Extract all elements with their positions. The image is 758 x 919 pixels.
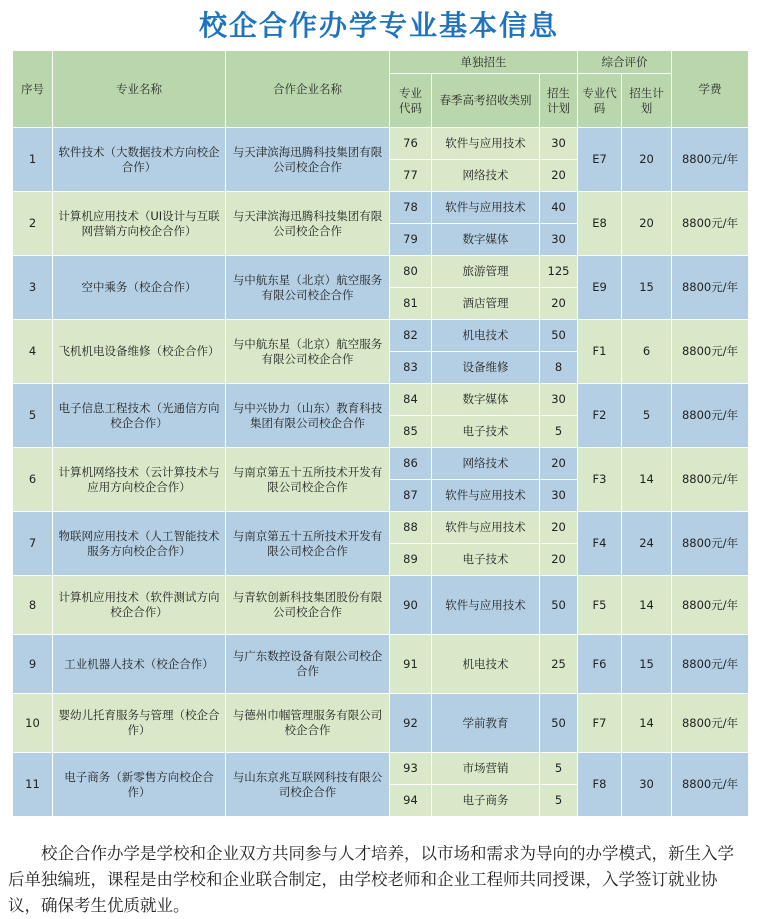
- table-row: [13, 753, 749, 785]
- row-category: 市场营销: [432, 753, 540, 785]
- table-row: [13, 576, 749, 635]
- row-company: 与山东京兆互联网科技有限公司校企合作: [226, 753, 390, 817]
- row-major: 婴幼儿托育服务与管理（校企合作）: [53, 694, 226, 753]
- row-code2: F6: [578, 635, 622, 694]
- row-seq: 5: [13, 384, 53, 448]
- majors-table: [12, 50, 749, 817]
- row-major: 物联网应用技术（人工智能技术服务方向校企合作）: [53, 512, 226, 576]
- row-plan: 50: [540, 576, 578, 635]
- row-category: 网络技术: [432, 448, 540, 480]
- row-plan2: 5: [622, 384, 672, 448]
- row-plan: 50: [540, 694, 578, 753]
- row-plan2: 30: [622, 753, 672, 817]
- row-category: 网络技术: [432, 160, 540, 192]
- row-category: 设备维修: [432, 352, 540, 384]
- row-plan: 50: [540, 320, 578, 352]
- row-category: 机电技术: [432, 635, 540, 694]
- row-code2: E8: [578, 192, 622, 256]
- row-plan: 5: [540, 785, 578, 817]
- row-code: 86: [390, 448, 432, 480]
- row-code: 91: [390, 635, 432, 694]
- row-plan: 125: [540, 256, 578, 288]
- row-tuition: 8800元/年: [672, 384, 749, 448]
- row-code: 80: [390, 256, 432, 288]
- row-company: 与中兴协力（山东）教育科技集团有限公司校企合作: [226, 384, 390, 448]
- row-code2: F2: [578, 384, 622, 448]
- row-company: 与德州巾帼管理服务有限公司校企合作: [226, 694, 390, 753]
- row-code: 90: [390, 576, 432, 635]
- row-seq: 9: [13, 635, 53, 694]
- row-tuition: 8800元/年: [672, 694, 749, 753]
- row-category: 软件与应用技术: [432, 512, 540, 544]
- row-category: 机电技术: [432, 320, 540, 352]
- header-plan2: 招生计划: [622, 74, 672, 128]
- row-code2: F4: [578, 512, 622, 576]
- row-major: 计算机网络技术（云计算技术与应用方向校企合作）: [53, 448, 226, 512]
- row-plan: 30: [540, 128, 578, 160]
- row-plan: 20: [540, 448, 578, 480]
- description-paragraph: 校企合作办学是学校和企业双方共同参与人才培养，以市场和需求为导向的办学模式，新生入学后单独编班，课程是由学校和企业联合制定，由学校老师和企业工程师共同授课，入学签订就业协议，确保考生优质就业。: [8, 843, 734, 915]
- header-seq: 序号: [13, 51, 53, 128]
- table-row: [13, 256, 749, 288]
- row-company: 与天津滨海迅腾科技集团有限公司校企合作: [226, 192, 390, 256]
- row-seq: 4: [13, 320, 53, 384]
- row-seq: 10: [13, 694, 53, 753]
- table-row: [13, 384, 749, 416]
- header-code: 专业代码: [390, 74, 432, 128]
- row-company: 与广东数控设备有限公司校企合作: [226, 635, 390, 694]
- row-seq: 3: [13, 256, 53, 320]
- row-plan: 20: [540, 160, 578, 192]
- row-major: 空中乘务（校企合作）: [53, 256, 226, 320]
- row-plan2: 15: [622, 256, 672, 320]
- row-tuition: 8800元/年: [672, 753, 749, 817]
- row-tuition: 8800元/年: [672, 448, 749, 512]
- row-code2: F7: [578, 694, 622, 753]
- row-plan: 5: [540, 753, 578, 785]
- row-code: 85: [390, 416, 432, 448]
- row-plan: 30: [540, 224, 578, 256]
- row-category: 酒店管理: [432, 288, 540, 320]
- header-company: 合作企业名称: [226, 51, 390, 128]
- header-category: 春季高考招收类别: [432, 74, 540, 128]
- row-major: 软件技术（大数据技术方向校企合作）: [53, 128, 226, 192]
- row-category: 学前教育: [432, 694, 540, 753]
- row-code: 89: [390, 544, 432, 576]
- row-category: 电子技术: [432, 544, 540, 576]
- table-body: [13, 128, 749, 817]
- row-plan2: 6: [622, 320, 672, 384]
- row-tuition: 8800元/年: [672, 192, 749, 256]
- header-major: 专业名称: [53, 51, 226, 128]
- row-plan: 20: [540, 288, 578, 320]
- row-major: 计算机应用技术（软件测试方向校企合作）: [53, 576, 226, 635]
- row-plan2: 24: [622, 512, 672, 576]
- row-tuition: 8800元/年: [672, 576, 749, 635]
- row-plan2: 14: [622, 576, 672, 635]
- row-code: 84: [390, 384, 432, 416]
- header-code2: 专业代码: [578, 74, 622, 128]
- table-row: [13, 635, 749, 694]
- row-plan2: 15: [622, 635, 672, 694]
- row-plan2: 14: [622, 694, 672, 753]
- row-major: 飞机机电设备维修（校企合作）: [53, 320, 226, 384]
- header-separate: 单独招生: [390, 51, 578, 74]
- row-code2: F8: [578, 753, 622, 817]
- row-code2: E7: [578, 128, 622, 192]
- row-code: 88: [390, 512, 432, 544]
- row-code: 77: [390, 160, 432, 192]
- row-seq: 11: [13, 753, 53, 817]
- row-category: 数字媒体: [432, 384, 540, 416]
- header-tuition: 学费: [672, 51, 749, 128]
- row-plan: 20: [540, 544, 578, 576]
- row-code2: E9: [578, 256, 622, 320]
- table-row: [13, 192, 749, 224]
- row-seq: 7: [13, 512, 53, 576]
- row-plan: 20: [540, 512, 578, 544]
- row-code: 92: [390, 694, 432, 753]
- row-seq: 2: [13, 192, 53, 256]
- row-code2: F1: [578, 320, 622, 384]
- row-category: 电子技术: [432, 416, 540, 448]
- row-tuition: 8800元/年: [672, 320, 749, 384]
- row-code: 79: [390, 224, 432, 256]
- header-plan: 招生计划: [540, 74, 578, 128]
- row-major: 电子信息工程技术（光通信方向校企合作）: [53, 384, 226, 448]
- row-code: 81: [390, 288, 432, 320]
- row-major: 电子商务（新零售方向校企合作）: [53, 753, 226, 817]
- row-major: 工业机器人技术（校企合作）: [53, 635, 226, 694]
- row-company: 与中航东星（北京）航空服务有限公司校企合作: [226, 320, 390, 384]
- table-row: [13, 512, 749, 544]
- row-tuition: 8800元/年: [672, 256, 749, 320]
- row-company: 与天津滨海迅腾科技集团有限公司校企合作: [226, 128, 390, 192]
- row-plan: 8: [540, 352, 578, 384]
- row-category: 软件与应用技术: [432, 128, 540, 160]
- row-code: 87: [390, 480, 432, 512]
- row-plan: 30: [540, 384, 578, 416]
- row-code: 93: [390, 753, 432, 785]
- row-code: 82: [390, 320, 432, 352]
- row-code: 94: [390, 785, 432, 817]
- header-comprehensive: 综合评价: [578, 51, 672, 74]
- row-plan: 5: [540, 416, 578, 448]
- page-title: 校企合作办学专业基本信息: [198, 9, 559, 42]
- row-seq: 1: [13, 128, 53, 192]
- row-seq: 6: [13, 448, 53, 512]
- row-category: 软件与应用技术: [432, 480, 540, 512]
- row-category: 软件与应用技术: [432, 192, 540, 224]
- table-row: [13, 320, 749, 352]
- table-row: [13, 128, 749, 160]
- row-code: 83: [390, 352, 432, 384]
- table-row: [13, 448, 749, 480]
- row-code2: F3: [578, 448, 622, 512]
- row-company: 与南京第五十五所技术开发有限公司校企合作: [226, 512, 390, 576]
- row-plan: 25: [540, 635, 578, 694]
- row-category: 旅游管理: [432, 256, 540, 288]
- row-code2: F5: [578, 576, 622, 635]
- row-plan: 30: [540, 480, 578, 512]
- row-plan2: 20: [622, 128, 672, 192]
- row-category: 数字媒体: [432, 224, 540, 256]
- row-tuition: 8800元/年: [672, 128, 749, 192]
- row-seq: 8: [13, 576, 53, 635]
- row-code: 76: [390, 128, 432, 160]
- row-plan2: 14: [622, 448, 672, 512]
- row-plan2: 20: [622, 192, 672, 256]
- row-tuition: 8800元/年: [672, 512, 749, 576]
- row-company: 与中航东星（北京）航空服务有限公司校企合作: [226, 256, 390, 320]
- table-row: [13, 694, 749, 753]
- row-company: 与青软创新科技集团股份有限公司校企合作: [226, 576, 390, 635]
- row-major: 计算机应用技术（UI设计与互联网营销方向校企合作）: [53, 192, 226, 256]
- row-company: 与南京第五十五所技术开发有限公司校企合作: [226, 448, 390, 512]
- row-code: 78: [390, 192, 432, 224]
- row-plan: 40: [540, 192, 578, 224]
- row-tuition: 8800元/年: [672, 635, 749, 694]
- row-category: 电子商务: [432, 785, 540, 817]
- row-category: 软件与应用技术: [432, 576, 540, 635]
